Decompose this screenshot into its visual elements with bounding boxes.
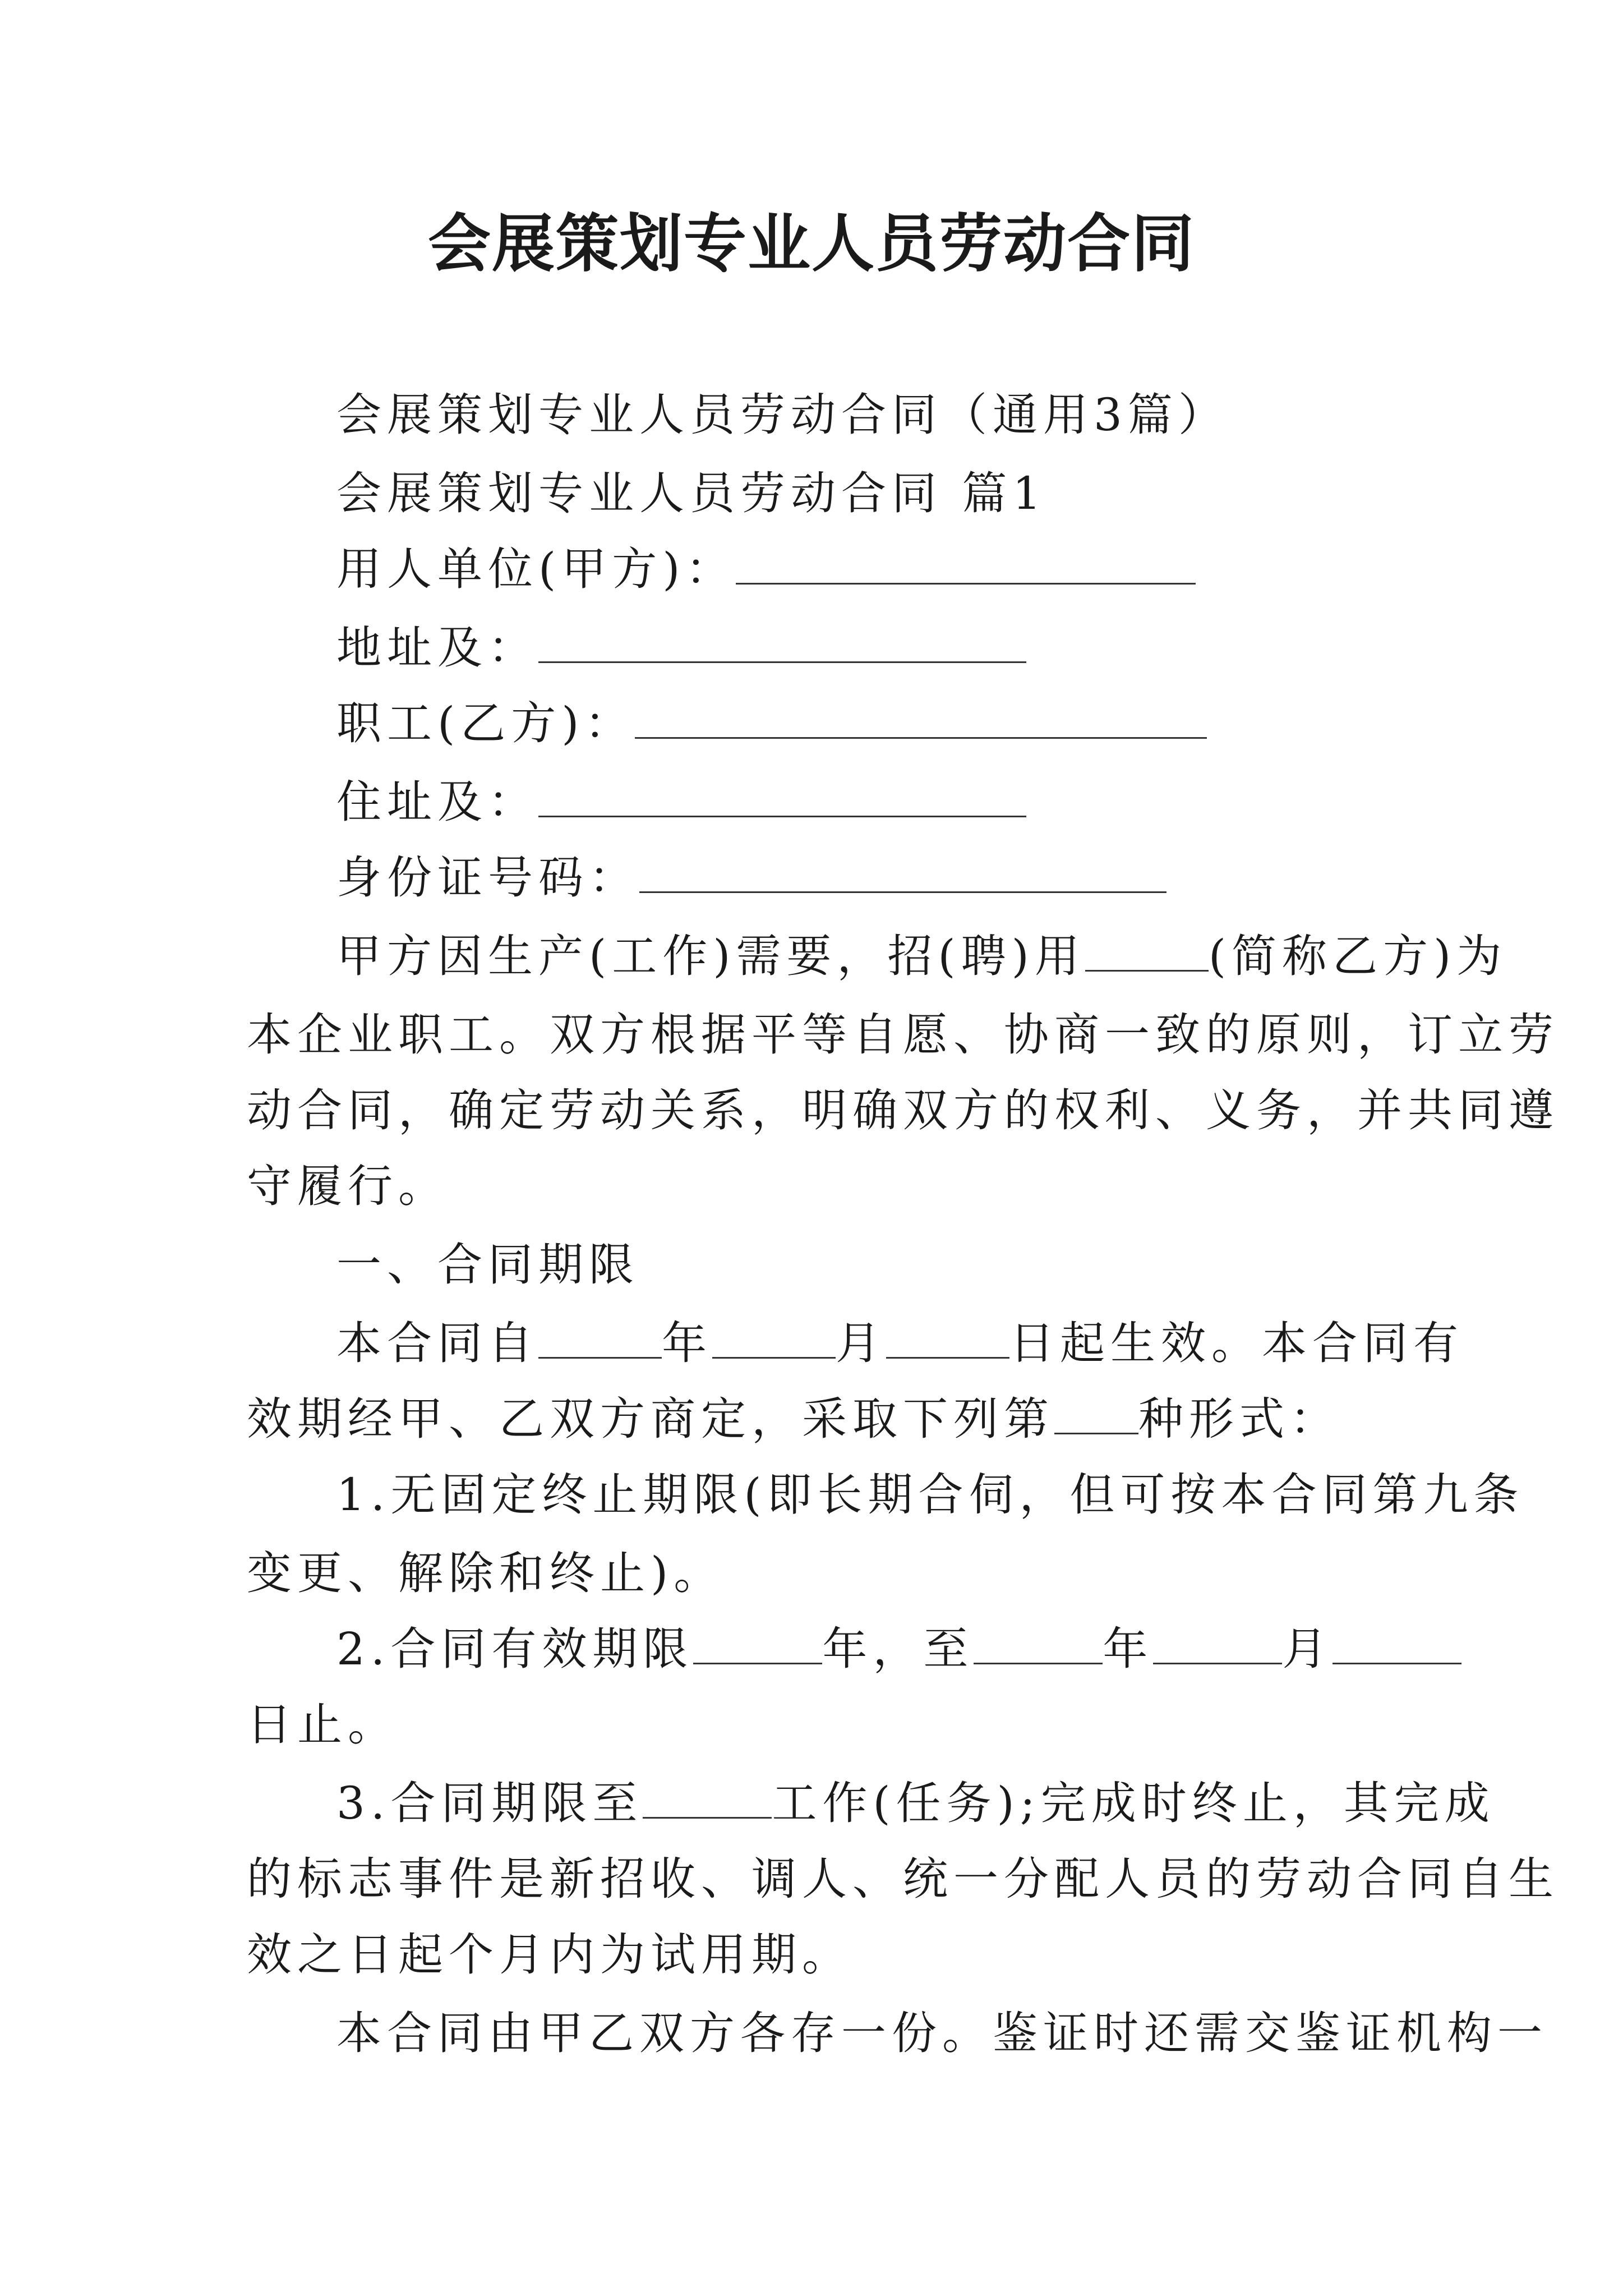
address2-label: 住址及： (336, 776, 538, 828)
item3-blank (643, 1777, 772, 1819)
clause1-heading: 一、合同期限 (336, 1239, 639, 1291)
month-blank (712, 1317, 836, 1359)
item2-blank-3 (1153, 1622, 1282, 1664)
intro-line-1 (336, 928, 1507, 984)
item2-text-b: 年，至 (822, 1623, 974, 1675)
item3-line-1 (336, 1775, 1495, 1832)
employer-field (336, 541, 1196, 597)
clause1-text-f: 种形式： (1138, 1393, 1340, 1445)
document-subtitle: 会展策划专业人员劳动合同（通用3篇） (336, 389, 1229, 441)
item2-text-c: 年 (1103, 1623, 1154, 1675)
item3-line-3: 效之日起个月内为试用期。 (247, 1929, 852, 1981)
address2-field (336, 774, 1026, 830)
address2-blank (538, 775, 1026, 817)
item3-text-a: 3.合同期限至 (336, 1777, 643, 1829)
id-field (336, 850, 1166, 906)
form-number-blank (1054, 1392, 1138, 1434)
item2-text-a: 2.合同有效期限 (336, 1623, 694, 1675)
clause1-text-d: 日起生效。本合同有 (1009, 1317, 1464, 1369)
document-title: 会展策划专业人员劳动合同 (428, 208, 1195, 280)
intro-text-a: 甲方因生产(工作)需要，招(聘)用 (336, 930, 1085, 982)
item2-blank-2 (974, 1622, 1103, 1664)
address1-blank (538, 621, 1026, 663)
item2-text-d: 月 (1282, 1623, 1333, 1675)
intro-blank (1085, 930, 1209, 972)
employee-blank (635, 697, 1207, 739)
day-blank (886, 1317, 1009, 1359)
id-blank (639, 851, 1166, 893)
intro-line-3: 动合同，确定劳动关系，明确双方的权利、义务，并共同遵 (247, 1084, 1559, 1137)
address1-field (336, 620, 1026, 676)
intro-line-2: 本企业职工。双方根据平等自愿、协商一致的原则，订立劳 (247, 1009, 1559, 1061)
employee-field (336, 696, 1207, 752)
item2-line-2: 日止。 (247, 1699, 398, 1751)
year-blank (538, 1317, 662, 1359)
item3-text-b: 工作(任务);完成时终止，其完成 (772, 1777, 1495, 1829)
item2-line-1 (336, 1621, 1461, 1677)
clause1-line-1 (336, 1315, 1464, 1372)
intro-line-4: 守履行。 (247, 1160, 449, 1212)
item2-blank-1 (693, 1622, 822, 1664)
section-heading: 会展策划专业人员劳动合同 篇1 (336, 467, 1047, 519)
intro-text-b: (简称乙方)为 (1208, 930, 1507, 982)
clause1-text-b: 年 (662, 1317, 712, 1369)
item1-line-2: 变更、解除和终止)。 (247, 1547, 725, 1599)
employee-label: 职工(乙方)： (336, 697, 635, 749)
item3-line-2: 的标志事件是新招收、调人、统一分配人员的劳动合同自生 (247, 1853, 1559, 1905)
employer-label: 用人单位(甲方)： (336, 543, 736, 595)
item1-line-1: 1.无固定终止期限(即长期合伺，但可按本合同第九条 (336, 1469, 1524, 1521)
clause1-text-c: 月 (836, 1317, 886, 1369)
address1-label: 地址及： (336, 622, 538, 674)
item2-blank-4 (1332, 1622, 1461, 1664)
last-line: 本合同由甲乙双方各存一份。鉴证时还需交鉴证机构一 (336, 2007, 1548, 2059)
clause1-text-e: 效期经甲、乙双方商定，采取下列第 (247, 1393, 1054, 1445)
employer-blank (736, 542, 1196, 585)
id-label: 身份证号码： (336, 852, 639, 904)
clause1-line-2 (247, 1391, 1340, 1447)
clause1-text-a: 本合同自 (336, 1317, 538, 1369)
